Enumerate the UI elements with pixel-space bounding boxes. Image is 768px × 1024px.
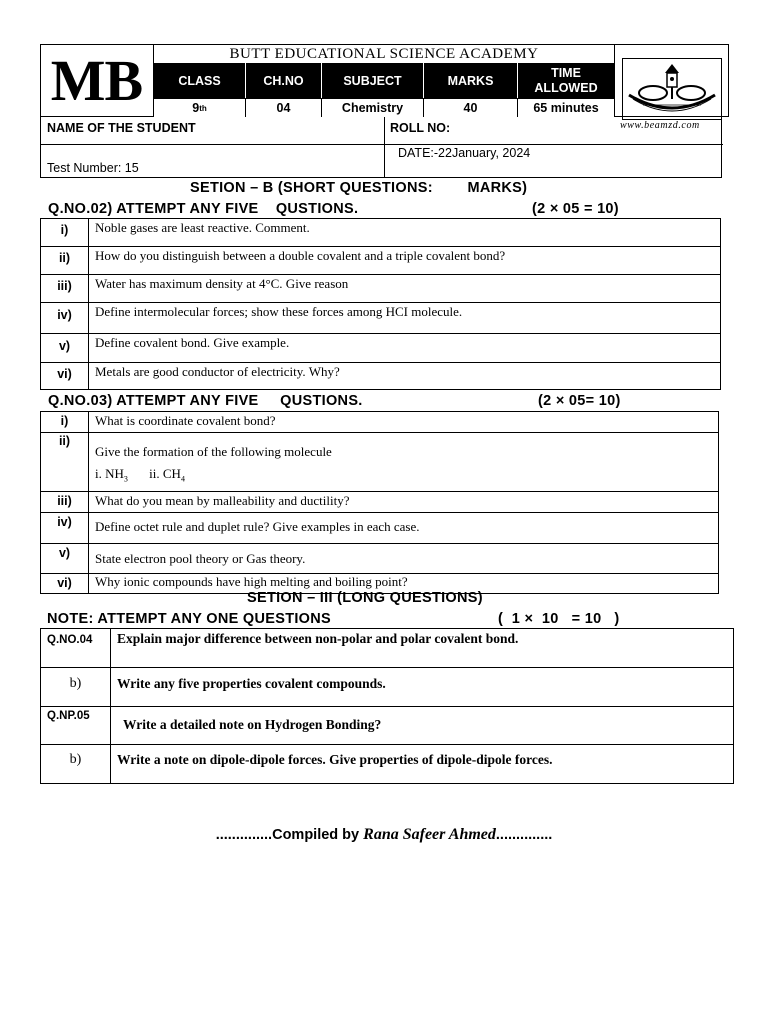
question-text: Metals are good conductor of electricity. Why? [89, 363, 721, 390]
q2-marks: (2 × 05 = 10) [532, 201, 619, 217]
table-row [41, 303, 721, 334]
question-text-block [89, 433, 719, 492]
website-text: www.beamzd.com [620, 120, 700, 131]
question-text: How do you distinguish between a double covalent and a triple covalent bond? [89, 247, 721, 275]
chapter-label: CH.NO [246, 63, 322, 98]
class-value [154, 98, 246, 117]
molecule-nh3 [95, 466, 128, 484]
subject-value: Chemistry [322, 98, 424, 117]
q2-heading: Q.NO.02) ATTEMPT ANY FIVE QUSTIONS. [48, 201, 359, 217]
academy-logo-text: MB [40, 44, 154, 117]
table-row [41, 412, 719, 433]
q3-marks: (2 × 05= 10) [538, 393, 621, 409]
question-text: Give the formation of the following molecule [95, 444, 332, 459]
class-value-suffix: th [199, 103, 207, 113]
time-allowed-label: TIME ALLOWED [518, 63, 614, 98]
exam-date: DATE:-22January, 2024 [398, 146, 531, 160]
section-b-title: SETION – B (SHORT QUESTIONS: MARKS) [190, 180, 528, 196]
table-row [41, 334, 721, 363]
table-row [41, 629, 734, 668]
roll-no-label: ROLL NO: [390, 121, 451, 135]
time-allowed-value: 65 minutes [518, 98, 614, 117]
question-number: iii) [41, 275, 89, 303]
academy-name: BUTT EDUCATIONAL SCIENCE ACADEMY [229, 46, 539, 62]
q2-questions-table [40, 218, 721, 390]
marks-value: 40 [424, 98, 518, 117]
dots-left: .............. [215, 827, 273, 843]
question-text: Write a note on dipole-dipole forces. Give properties of dipole-dipole forces. [111, 745, 734, 784]
class-label: CLASS [154, 63, 246, 98]
question-number: iv) [41, 303, 89, 334]
table-row [41, 247, 721, 275]
question-number: b) [41, 668, 111, 707]
exam-info-grid [154, 63, 614, 117]
academy-seal-icon [622, 58, 722, 120]
table-row [41, 543, 719, 573]
marks-label: MARKS [424, 63, 518, 98]
question-number: v) [41, 543, 89, 573]
question-text: What do you mean by malleability and ductility? [89, 491, 719, 512]
question-number: iii) [41, 491, 89, 512]
section-c-marks: ( 1 × 10 = 10 ) [498, 611, 620, 627]
question-number: i) [41, 412, 89, 433]
question-text: Water has maximum density at 4°C. Give reason [89, 275, 721, 303]
table-row [41, 219, 721, 247]
question-text: Define intermolecular forces; show these forces among HCI molecule. [89, 303, 721, 334]
question-text: Noble gases are least reactive. Comment. [89, 219, 721, 247]
q3-heading: Q.NO.03) ATTEMPT ANY FIVE QUSTIONS. [48, 393, 363, 409]
question-text: Write any five properties covalent compounds. [111, 668, 734, 707]
question-number: Q.NP.05 [41, 707, 111, 745]
subject-label: SUBJECT [322, 63, 424, 98]
table-row [41, 491, 719, 512]
author-name: Rana Safeer Ahmed [363, 826, 496, 843]
chapter-value: 04 [246, 98, 322, 117]
question-number: b) [41, 745, 111, 784]
table-row [41, 433, 719, 492]
table-row [41, 668, 734, 707]
table-row [41, 707, 734, 745]
question-text: Explain major difference between non-polar and polar covalent bond. [111, 629, 734, 668]
question-text: Define octet rule and duplet rule? Give examples in each case. [89, 512, 719, 543]
table-row [41, 512, 719, 543]
compiled-by-label: Compiled by [272, 827, 364, 843]
molecule-ch4 [149, 466, 185, 484]
student-name-label: NAME OF THE STUDENT [47, 121, 196, 135]
question-number: Q.NO.04 [41, 629, 111, 668]
compiled-by-line [0, 826, 768, 844]
question-number: ii) [41, 247, 89, 275]
question-number: v) [41, 334, 89, 363]
molecule-ch4-sub: 4 [180, 474, 185, 484]
question-number: ii) [41, 433, 89, 492]
class-value-main: 9 [192, 101, 200, 115]
question-number: iv) [41, 512, 89, 543]
molecule-ch4-main: ii. CH [149, 466, 181, 481]
question-number: vi) [41, 363, 89, 390]
question-text: Why ionic compounds have high melting and boiling point? [89, 573, 719, 593]
table-row [41, 745, 734, 784]
question-number: vi) [41, 573, 89, 593]
section-c-note: NOTE: ATTEMPT ANY ONE QUESTIONS [47, 611, 332, 627]
long-questions-table [40, 628, 734, 784]
section-c-title: SETION – III (LONG QUESTIONS) [247, 590, 483, 606]
question-text: What is coordinate covalent bond? [89, 412, 719, 433]
table-row [41, 363, 721, 390]
question-text: Write a detailed note on Hydrogen Bonding? [111, 707, 734, 745]
question-text: State electron pool theory or Gas theory. [89, 543, 719, 573]
dots-right: .............. [495, 827, 553, 843]
question-text: Define covalent bond. Give example. [89, 334, 721, 363]
table-row [41, 275, 721, 303]
molecule-nh3-sub: 3 [123, 474, 128, 484]
student-info-box [40, 117, 722, 178]
molecule-list [95, 463, 718, 491]
q3-questions-table [40, 411, 719, 594]
molecule-nh3-main: i. NH [95, 466, 124, 481]
test-number: Test Number: 15 [47, 161, 139, 175]
question-number: i) [41, 219, 89, 247]
